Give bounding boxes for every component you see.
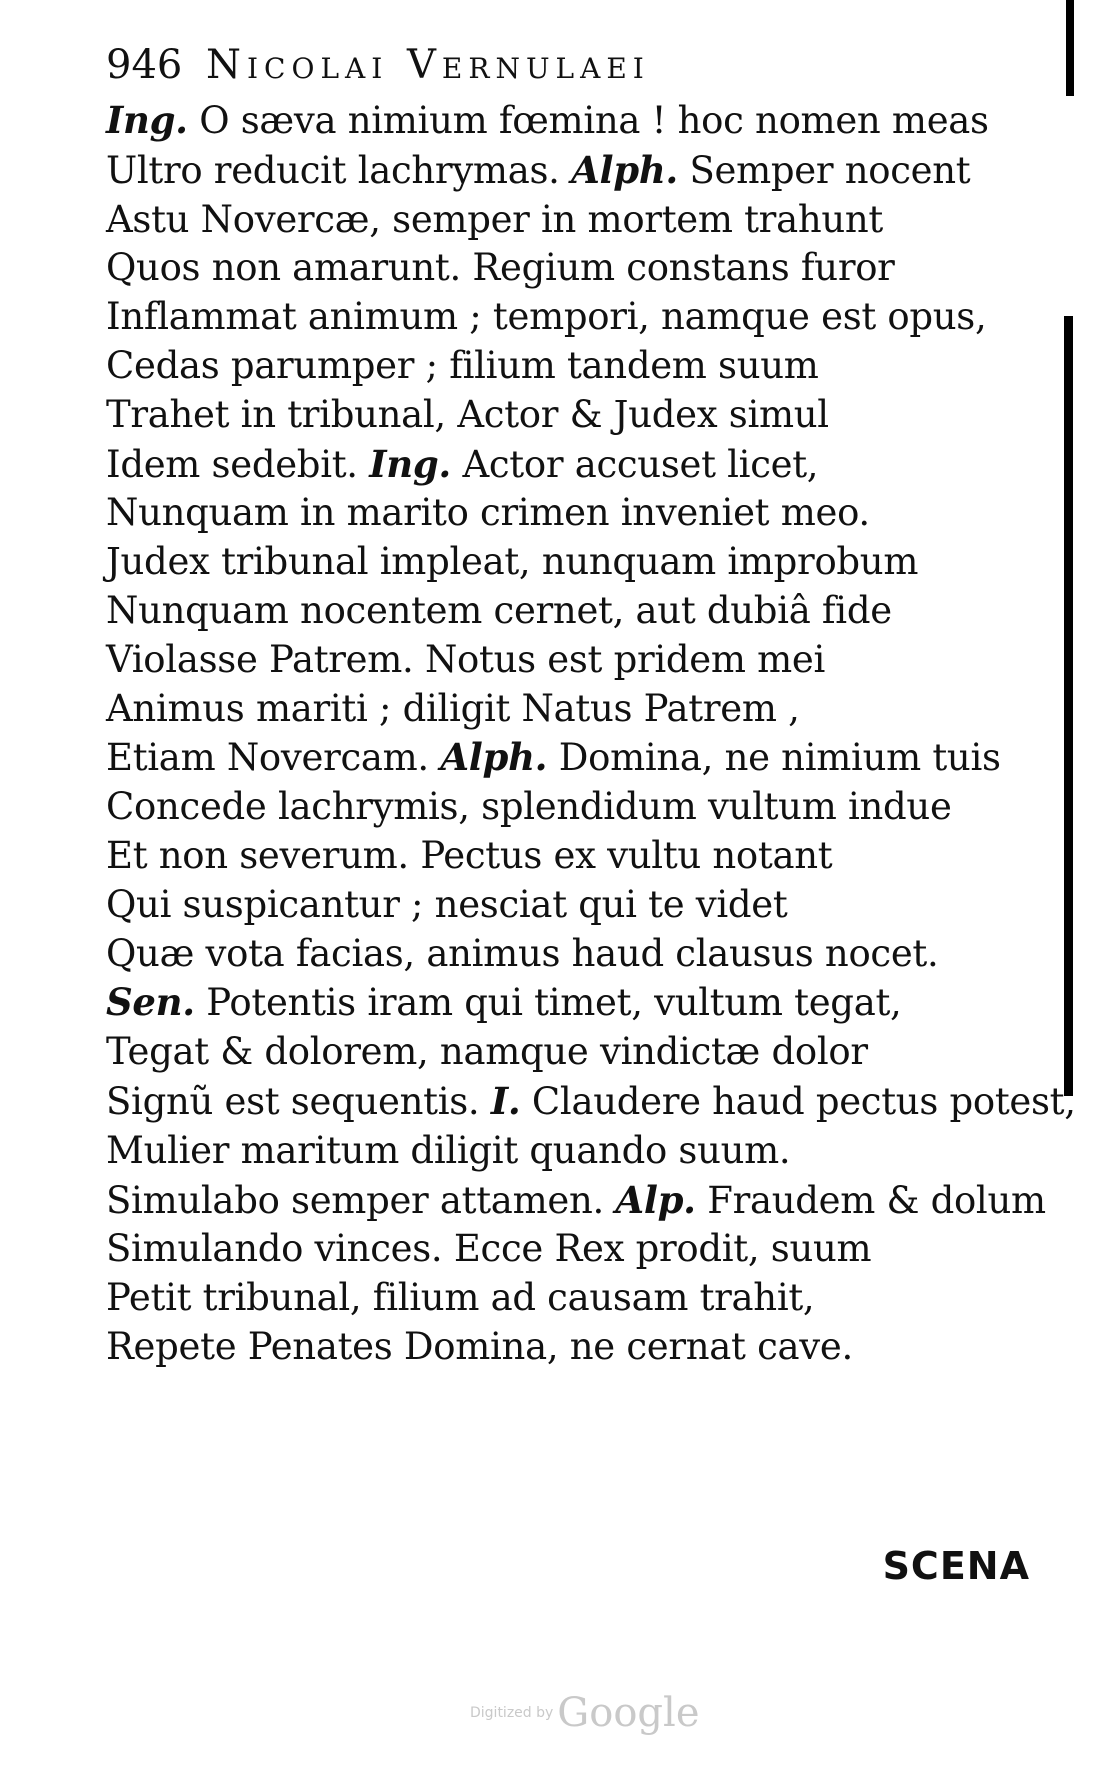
verse-line	[106, 1127, 1036, 1176]
verse-line	[106, 1323, 1036, 1372]
verse-line	[106, 391, 1036, 440]
verse-block	[106, 96, 1076, 1372]
page-edge-rule-middle	[1064, 316, 1073, 1096]
verse-text: Actor accuset licet,	[451, 442, 819, 486]
verse-line	[106, 881, 1036, 930]
verse-text: Animus mariti ; diligit Natus Patrem ,	[106, 686, 800, 730]
running-head: Nicolai Vernulaei	[206, 42, 650, 88]
verse-text: Nunquam nocentem cernet, aut dubiâ fide	[106, 588, 892, 632]
speaker-label: Ing.	[106, 98, 188, 142]
verse-text: Repete Penates Domina, ne cernat cave.	[106, 1324, 853, 1368]
verse-line	[106, 1077, 1076, 1127]
page-header	[106, 40, 866, 90]
verse-text: Cedas parumper ; filium tandem suum	[106, 343, 819, 387]
speaker-label: Ing.	[369, 441, 451, 486]
watermark-prefix: Digitized by	[470, 1705, 554, 1721]
verse-line	[106, 440, 1036, 490]
verse-text: Quos non amarunt. Regium constans furor	[106, 246, 895, 290]
verse-line	[106, 733, 1036, 783]
verse-text: Potentis iram qui timet, vultum tegat,	[194, 981, 902, 1025]
page-number: 946	[106, 42, 183, 88]
verse-line	[106, 1176, 1046, 1226]
verse-text: Trahet in tribunal, Actor & Judex simul	[106, 392, 829, 436]
digitization-watermark	[470, 1690, 699, 1736]
verse-text: Inflammat animum ; tempori, namque est opus,	[106, 295, 987, 339]
verse-line	[106, 1028, 1036, 1077]
verse-text: Signũ est sequentis.	[106, 1079, 491, 1123]
verse-line	[106, 244, 1036, 293]
verse-line	[106, 293, 1036, 342]
verse-text: Judex tribunal impleat, nunquam improbum	[106, 540, 919, 584]
verse-text: Domina, ne nimium tuis	[547, 736, 1001, 780]
verse-text: Violasse Patrem. Notus est pridem mei	[106, 637, 826, 681]
verse-text: O sæva nimium fœmina ! hoc nomen meas	[187, 99, 989, 142]
verse-text: Astu Novercæ, semper in mortem trahunt	[106, 197, 883, 241]
speaker-label: Sen.	[106, 980, 195, 1025]
speaker-label: Alph.	[440, 735, 548, 780]
verse-line	[106, 342, 1036, 391]
verse-text: Semper nocent	[678, 148, 971, 192]
verse-text: Etiam Novercam.	[106, 736, 441, 780]
verse-text: Idem sedebit.	[106, 442, 370, 486]
verse-line	[106, 832, 1036, 881]
verse-line	[106, 587, 1036, 636]
verse-text: Claudere haud pectus potest,	[520, 1079, 1076, 1123]
verse-line	[106, 636, 1036, 685]
verse-text: Nunquam in marito crimen inveniet meo.	[106, 491, 870, 535]
verse-line	[106, 96, 1036, 146]
verse-text: Simulabo semper attamen.	[106, 1178, 616, 1222]
speaker-label: Alp.	[615, 1177, 696, 1222]
verse-text: Tegat & dolorem, namque vindictæ dolor	[106, 1030, 868, 1074]
page-edge-rule-top	[1066, 0, 1074, 96]
verse-text: Petit tribunal, filium ad causam trahit,	[106, 1276, 815, 1320]
speaker-label: I.	[490, 1078, 521, 1123]
verse-text: Concede lachrymis, splendidum vultum indue	[106, 785, 952, 829]
verse-line	[106, 196, 1036, 245]
verse-line	[106, 1274, 1036, 1323]
verse-line	[106, 538, 1036, 587]
verse-line	[106, 1225, 1036, 1274]
verse-text: Quæ vota facias, animus haud clausus nocet.	[106, 931, 939, 975]
verse-text: Et non severum. Pectus ex vultu notant	[106, 833, 833, 877]
watermark-brand: Google	[557, 1690, 700, 1736]
verse-text: Ultro reducit lachrymas.	[106, 148, 572, 192]
verse-line	[106, 930, 1036, 979]
speaker-label: Alph.	[571, 147, 679, 192]
verse-text: Simulando vinces. Ecce Rex prodit, suum	[106, 1227, 872, 1271]
verse-line	[106, 978, 1036, 1028]
verse-line	[106, 146, 1036, 196]
verse-text: Fraudem & dolum	[695, 1178, 1046, 1222]
catchword: SCENA	[882, 1544, 1030, 1588]
verse-line	[106, 489, 1036, 538]
verse-text: Qui suspicantur ; nesciat qui te videt	[106, 882, 788, 926]
verse-line	[106, 685, 1036, 734]
verse-line	[106, 783, 1036, 832]
verse-text: Mulier maritum diligit quando suum.	[106, 1128, 791, 1172]
